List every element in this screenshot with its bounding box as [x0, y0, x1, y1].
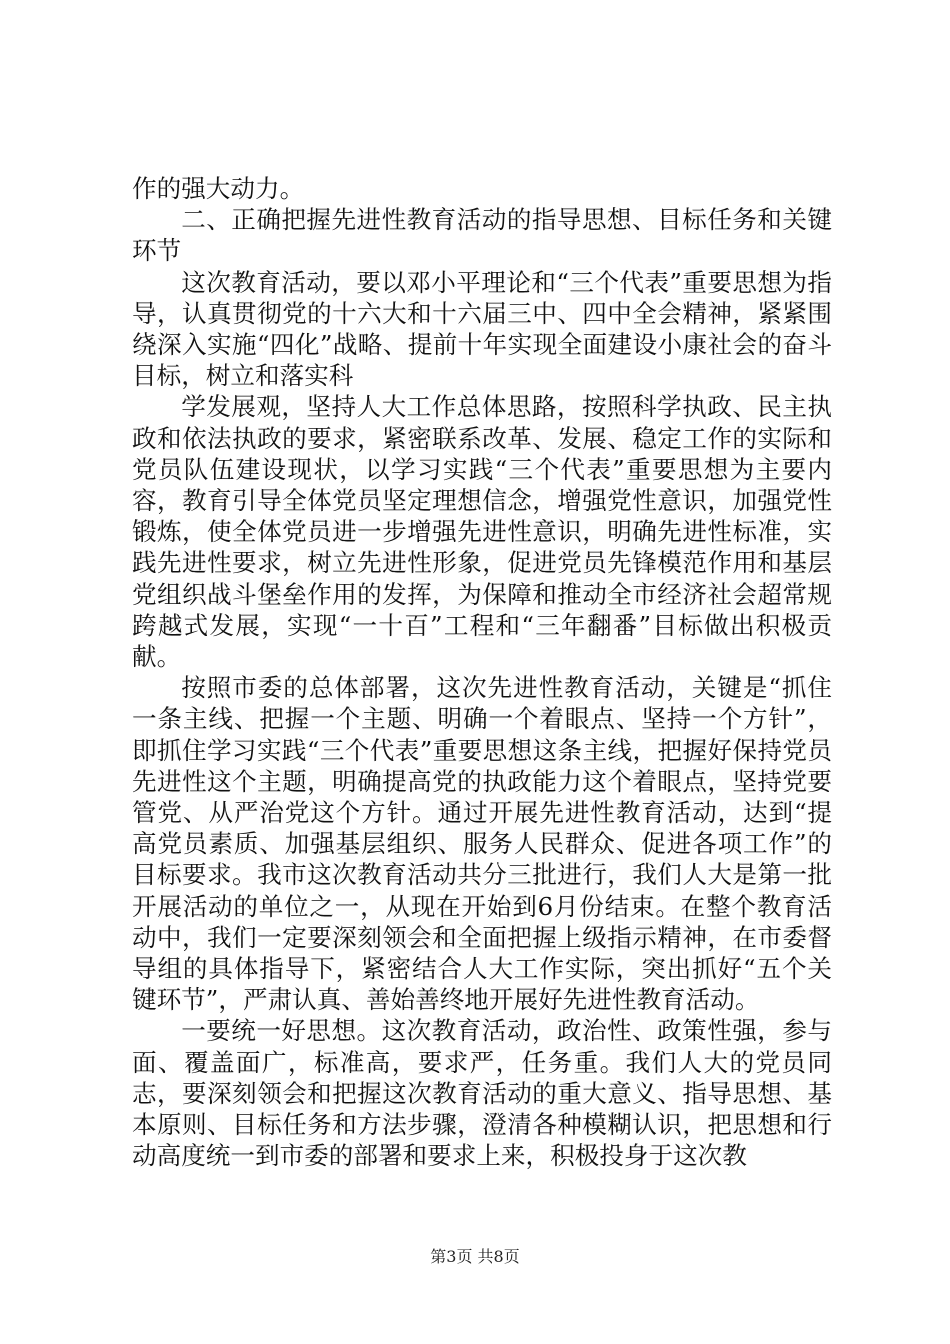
paragraph-unify-thinking: 一要统一好思想。这次教育活动，政治性、政策性强，参与面、覆盖面广，标准高，要求严，任务重。我们人大的党员同志，要深刻领会和把握这次教育活动的重大意义、指导思想、基本原则、目标任务和方法步骤，澄清各种模糊认识，把思想和行动高度统一到市委的部署和要求上来，积极投身于这次教: [132, 1016, 832, 1171]
document-body: [132, 173, 832, 1172]
paragraph-guiding-thought: 这次教育活动，要以邓小平理论和“三个代表”重要思想为指导，认真贯彻党的十六大和十六届三中、四中全会精神，紧紧围绕深入实施“四化”战略、提前十年实现全面建设小康社会的奋斗目标，树立和落实科: [132, 267, 832, 391]
section-heading: 二、正确把握先进性教育活动的指导思想、目标任务和关键环节: [132, 205, 832, 266]
paragraph-continuation: 作的强大动力。: [132, 174, 305, 203]
paragraph-key-points: 按照市委的总体部署，这次先进性教育活动，关键是“抓住一条主线、把握一个主题、明确一个着眼点、坚持一个方针”，即抓住学习实践“三个代表”重要思想这条主线，把握好保持党员先进性这个主题，明确提高党的执政能力这个着眼点，坚持党要管党、从严治党这个方针。通过开展先进性教育活动，达到“提高党员素质、加强基层组织、服务人民群众、促进各项工作”的目标要求。我市这次教育活动共分三批进行，我们人大是第一批开展活动的单位之一，从现在开始到6月份结束。在整个教育活动中，我们一定要深刻领会和全面把握上级指示精神，在市委督导组的具体指导下，紧密结合人大工作实际，突出抓好“五个关键环节”，严肃认真、善始善终地开展好先进性教育活动。: [132, 673, 832, 1015]
page-number-footer: 第3页 共8页: [430, 1247, 520, 1266]
paragraph-development-view: 学发展观，坚持人大工作总体思路，按照科学执政、民主执政和依法执政的要求，紧密联系改革、发展、稳定工作的实际和党员队伍建设现状，以学习实践“三个代表”重要思想为主要内容，教育引导全体党员坚定理想信念，增强党性意识，加强党性锻炼，使全体党员进一步增强先进性意识，明确先进性标准，实践先进性要求，树立先进性形象，促进党员先锋模范作用和基层党组织战斗堡垒作用的发挥，为保障和推动全市经济社会超常规跨越式发展，实现“一十百”工程和“三年翻番”目标做出积极贡献。: [132, 392, 832, 672]
